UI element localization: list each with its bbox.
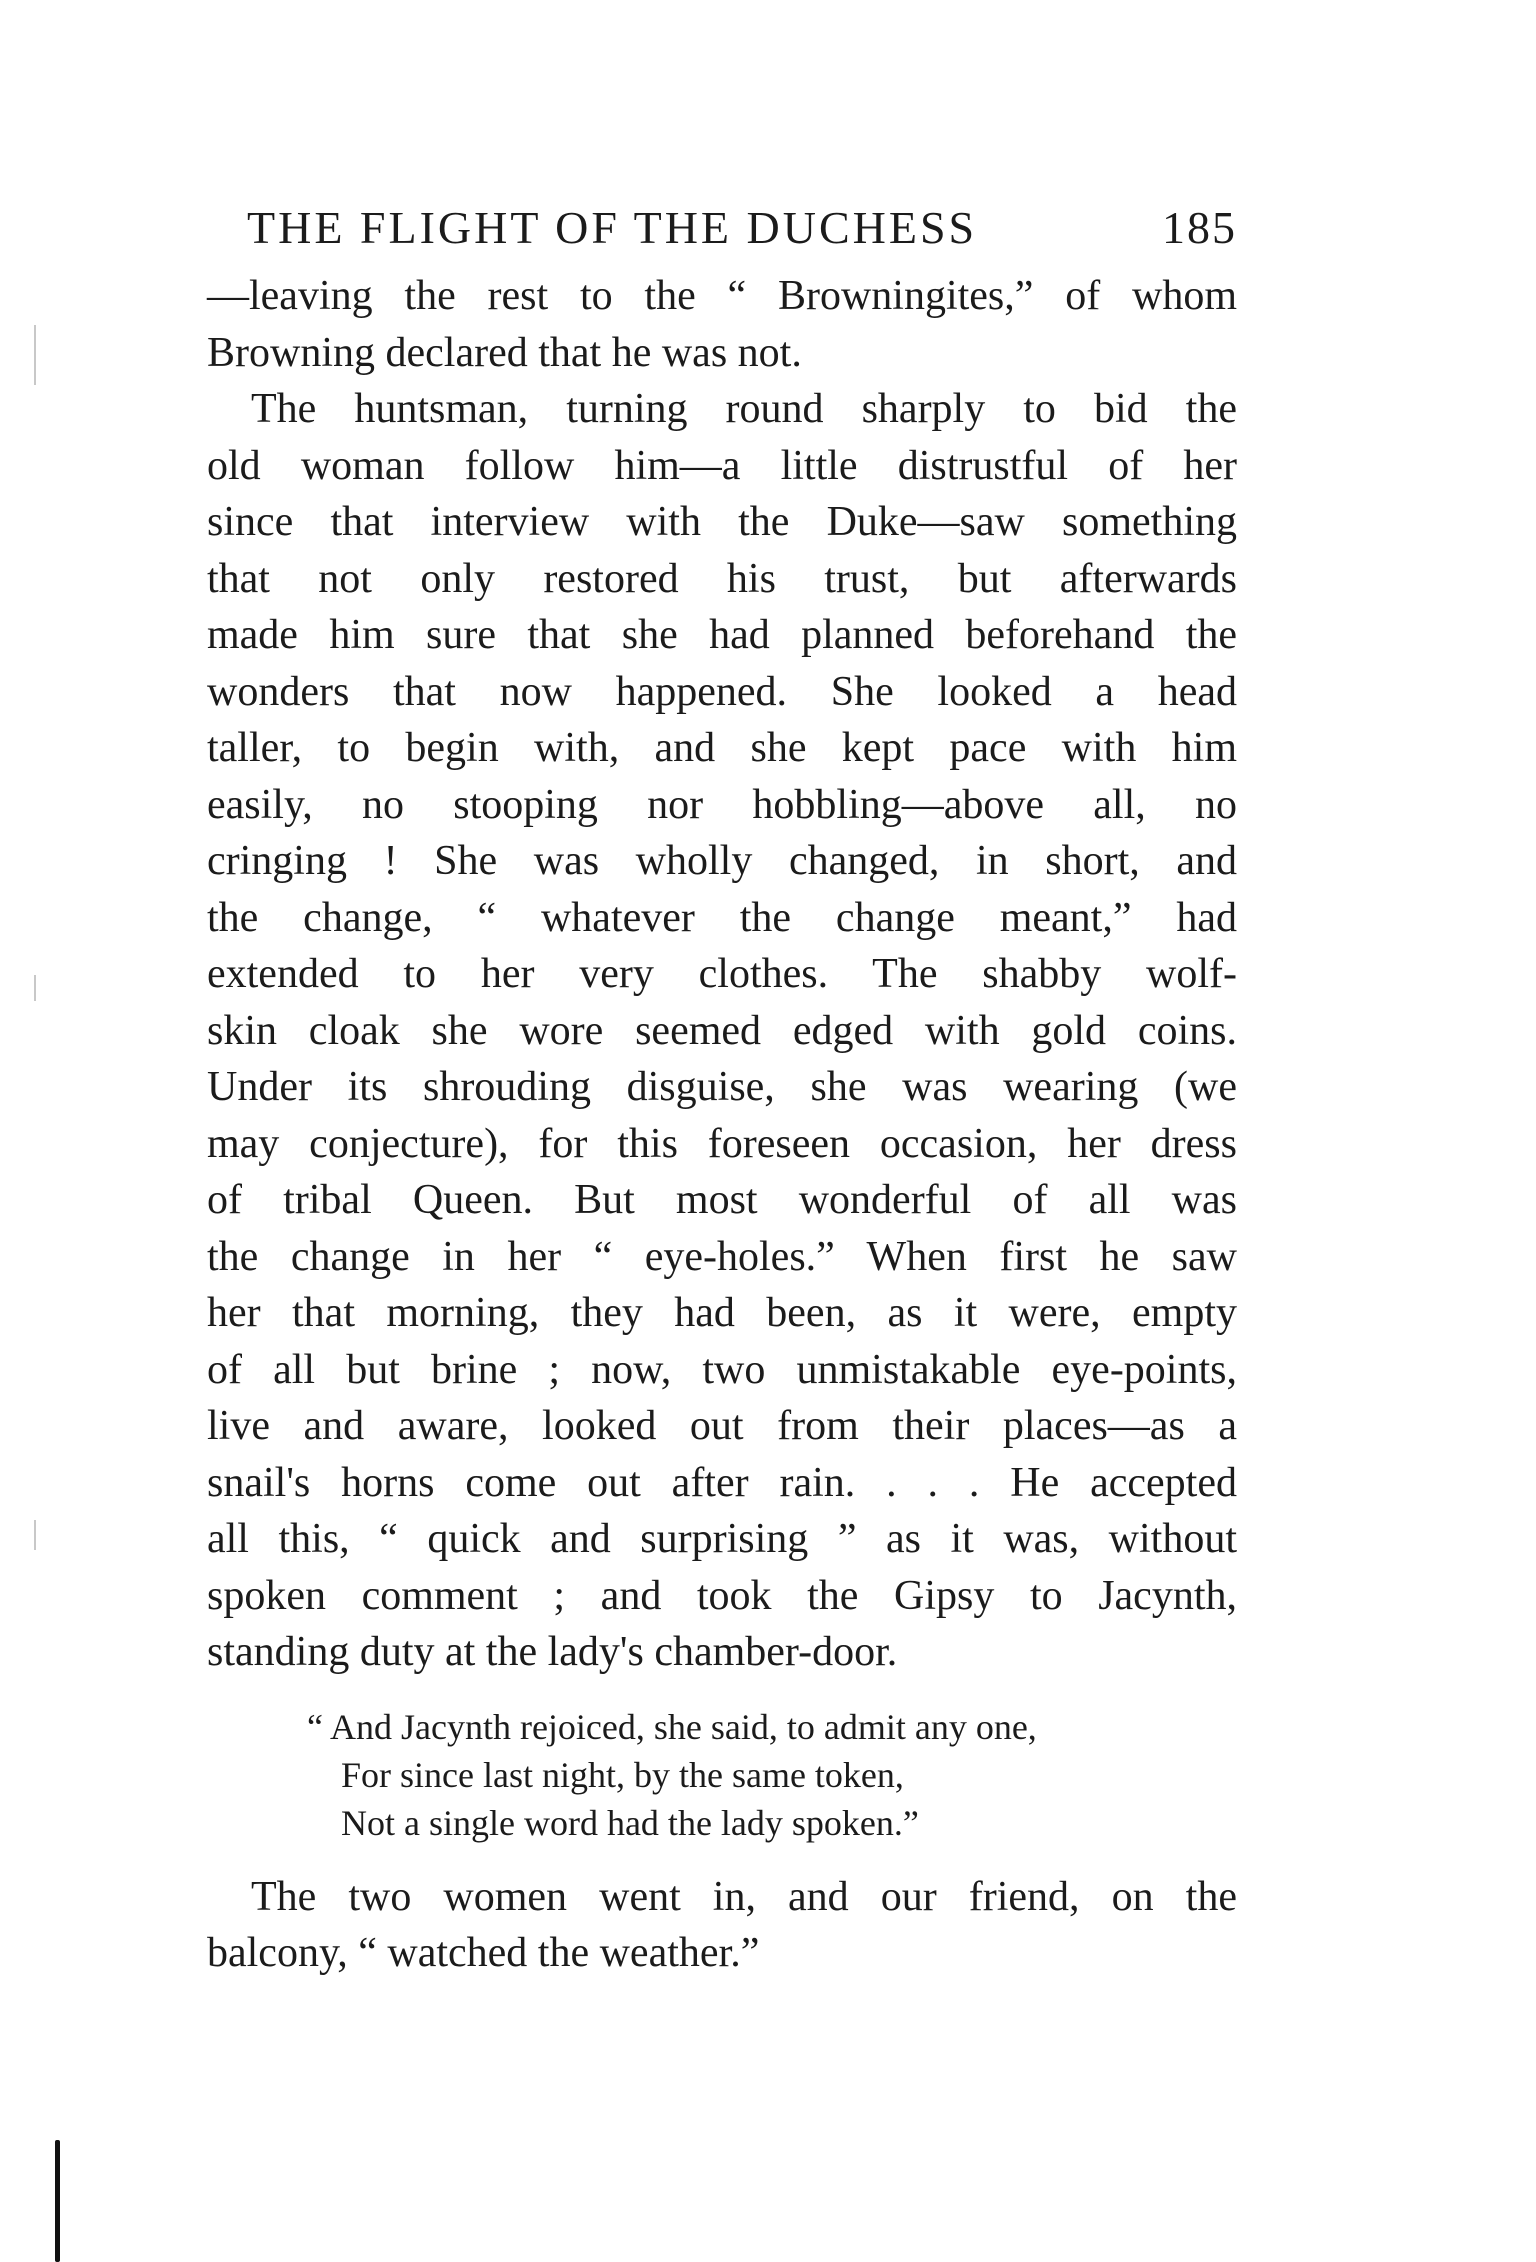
text-line: taller, to begin with, and she kept pace with him [207, 725, 1237, 771]
paragraph-huntsman [207, 381, 1237, 1681]
text-line: —leaving the rest to the “ Browningites,” of whom [207, 273, 1237, 319]
text-line: easily, no stooping nor hobbling—above all, no [207, 781, 1237, 828]
text-line: live and aware, looked out from their places—as a [207, 1403, 1237, 1449]
text-line: cringing ! She was wholly changed, in short, and [207, 838, 1237, 884]
text-line: skin cloak she wore seemed edged with gold coins. [207, 1007, 1237, 1054]
margin-speck [34, 975, 36, 1001]
verse-line: Not a single word had the lady spoken.” [341, 1802, 919, 1843]
text-line: snail's horns come out after rain. . . . He accepted [207, 1459, 1237, 1506]
verse-quotation [207, 1703, 1237, 1847]
text-line: balcony, “ watched the weather.” [207, 1930, 760, 1976]
running-head [207, 188, 1237, 268]
verse-line: “ And Jacynth rejoiced, she said, to admit any one, [307, 1706, 1037, 1747]
text-line: all this, “ quick and surprising ” as it was, without [207, 1516, 1237, 1562]
paragraph-closing [207, 1869, 1237, 1982]
running-title: THE FLIGHT OF THE DUCHESS [247, 202, 978, 253]
book-page [207, 188, 1237, 1982]
text-line: Browning declared that he was not. [207, 329, 802, 376]
text-line: The huntsman, turning round sharply to bid the [251, 386, 1237, 432]
margin-speck [34, 325, 36, 385]
verse-line: For since last night, by the same token, [341, 1754, 904, 1795]
text-line: extended to her very clothes. The shabby wolf- [207, 951, 1237, 997]
text-line: may conjecture), for this foreseen occasion, her dress [207, 1120, 1237, 1167]
page-number: 185 [1162, 202, 1237, 253]
margin-speck [34, 1520, 36, 1550]
text-line: Under its shrouding disguise, she was wearing (we [207, 1064, 1237, 1110]
paragraph-continuation [207, 268, 1237, 381]
binding-edge-mark [55, 2140, 60, 2262]
body-text [207, 268, 1237, 1982]
text-line: spoken comment ; and took the Gipsy to Jacynth, [207, 1572, 1237, 1619]
text-line: The two women went in, and our friend, on the [251, 1873, 1237, 1920]
text-line: made him sure that she had planned beforehand the [207, 612, 1237, 658]
text-line: wonders that now happened. She looked a head [207, 668, 1237, 715]
text-line: old woman follow him—a little distrustful of her [207, 442, 1237, 489]
text-line: her that morning, they had been, as it were, empty [207, 1290, 1237, 1336]
text-line: of tribal Queen. But most wonderful of all was [207, 1177, 1237, 1223]
text-line: standing duty at the lady's chamber-door. [207, 1629, 898, 1675]
text-line: the change, “ whatever the change meant,” had [207, 894, 1237, 941]
text-line: that not only restored his trust, but afterwards [207, 555, 1237, 602]
text-line: the change in her “ eye-holes.” When first he saw [207, 1233, 1237, 1280]
text-line: of all but brine ; now, two unmistakable eye-points, [207, 1346, 1237, 1393]
text-line: since that interview with the Duke—saw something [207, 499, 1237, 545]
